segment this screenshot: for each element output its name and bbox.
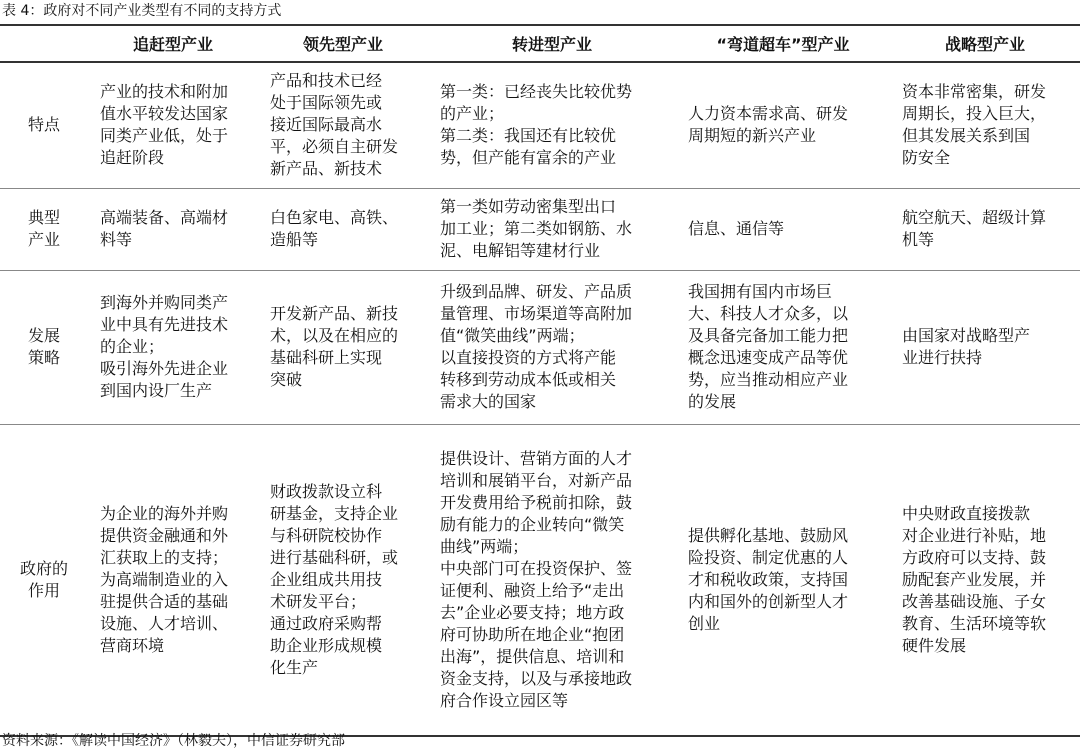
cell-line: 造船等	[270, 230, 319, 249]
row-label-line: 政府的	[19, 558, 68, 578]
header-overtaking: “弯道超车”型产业	[676, 25, 890, 62]
source-note: 资料来源：《解读中国经济》（林毅夫），中信证券研究部	[2, 733, 345, 749]
cell-line: 吸引海外先进企业	[100, 359, 229, 378]
row-label-line: 发展	[27, 326, 60, 345]
cell-strategic	[890, 62, 1080, 188]
cell-strategic	[890, 270, 1080, 424]
cell-line: 势，但产能有富余的产业	[440, 148, 617, 168]
cell-catch-up	[88, 270, 258, 424]
cell-line: 的发展	[688, 392, 737, 411]
cell-line: 与科研院校协作	[270, 525, 383, 545]
cell-line: 机等	[902, 230, 935, 249]
cell-transition	[428, 424, 676, 736]
cell-line: 资本非常密集，研发	[902, 82, 1047, 102]
cell-line: 防安全	[902, 148, 951, 168]
cell-line: 同类产业低，处于	[100, 126, 229, 146]
cell-overtaking	[676, 188, 890, 270]
row-label	[0, 62, 88, 188]
cell-line: 平，必须自主研发	[270, 137, 399, 157]
cell-line: 值“微笑曲线”两端；	[440, 326, 585, 345]
cell-line: 处于国际领先或	[270, 93, 383, 113]
cell-line: 设施、人才培训、	[100, 613, 229, 633]
cell-line: 但其发展关系到国	[902, 126, 1031, 146]
cell-line: 提供孵化基地、鼓励风	[688, 525, 849, 545]
cell-line: 培训和展销平台，对新产品	[440, 470, 633, 490]
cell-line: 第一类：已经丧失比较优势	[440, 82, 633, 102]
cell-leading	[258, 188, 428, 270]
cell-line: 大、科技人才众多，以	[688, 304, 849, 323]
cell-line: 中央部门可在投资保护、签	[440, 558, 633, 578]
table-caption: 表 4：政府对不同产业类型有不同的支持方式	[2, 3, 282, 19]
row-strategy	[0, 270, 1080, 424]
cell-line: 助企业形成规模	[270, 635, 383, 655]
cell-leading	[258, 424, 428, 736]
cell-catch-up	[88, 188, 258, 270]
cell-line: 到海外并购同类产	[100, 293, 229, 312]
cell-line: 产业的技术和附加	[100, 82, 229, 102]
cell-line: 才和税收政策，支持国	[688, 569, 849, 589]
header-transition: 转进型产业	[428, 25, 676, 62]
cell-line: 汇获取上的支持；	[100, 547, 229, 567]
row-label-line: 特点	[27, 115, 60, 135]
cell-line: 我国拥有国内市场巨	[688, 282, 833, 301]
cell-catch-up	[88, 62, 258, 188]
row-label-line: 典型	[27, 208, 60, 227]
cell-line: 术，以及在相应的	[270, 326, 399, 345]
cell-line: 业中具有先进技术	[100, 315, 229, 334]
cell-line: 财政拨款设立科	[270, 481, 383, 501]
cell-line: 基础科研上实现	[270, 348, 383, 367]
cell-line: 改善基础设施、子女	[902, 591, 1047, 611]
cell-line: 为高端制造业的入	[100, 569, 229, 589]
cell-line: 励配套产业发展，并	[902, 569, 1047, 589]
cell-line: 业进行扶持	[902, 348, 983, 367]
cell-line: 对企业进行补贴，地	[902, 525, 1047, 545]
row-typical-industries	[0, 188, 1080, 270]
row-characteristics	[0, 62, 1080, 188]
cell-strategic	[890, 188, 1080, 270]
cell-line: 由国家对战略型产	[902, 326, 1031, 345]
cell-line: 第二类：我国还有比较优	[440, 126, 617, 146]
cell-line: 突破	[270, 370, 303, 389]
cell-line: 方政府可以支持、鼓	[902, 547, 1047, 567]
cell-catch-up	[88, 424, 258, 736]
cell-leading	[258, 62, 428, 188]
cell-line: 值水平较发达国家	[100, 104, 229, 124]
header-corner	[0, 25, 88, 62]
cell-line: 府可协助所在地企业“抱团	[440, 624, 625, 644]
cell-line: 提供设计、营销方面的人才	[440, 448, 633, 468]
cell-line: 出海”，提供信息、培训和	[440, 646, 625, 666]
cell-line: 企业组成共用技	[270, 569, 383, 589]
cell-line: 曲线”两端；	[440, 536, 529, 556]
row-label-line: 作用	[27, 580, 60, 600]
row-label-line: 产业	[27, 230, 60, 249]
row-label	[0, 188, 88, 270]
cell-line: 产品和技术已经	[270, 71, 383, 91]
cell-line: 励有能力的企业转向“微笑	[440, 514, 625, 534]
header-leading: 领先型产业	[258, 25, 428, 62]
cell-line: 人力资本需求高、研发	[688, 104, 849, 124]
cell-line: 周期短的新兴产业	[688, 126, 817, 146]
cell-line: 升级到品牌、研发、产品质	[440, 282, 633, 301]
cell-line: 及具备完备加工能力把	[688, 326, 849, 345]
cell-line: 信息、通信等	[688, 219, 785, 238]
cell-line: 硬件发展	[902, 635, 967, 655]
cell-line: 化生产	[270, 657, 319, 677]
cell-line: 教育、生活环境等软	[902, 613, 1047, 633]
row-government-role	[0, 424, 1080, 736]
cell-line: 高端装备、高端材	[100, 208, 229, 227]
cell-line: 开发费用给予税前扣除，鼓	[440, 492, 633, 512]
cell-line: 料等	[100, 230, 133, 249]
support-table	[0, 24, 1080, 737]
cell-line: 营商环境	[100, 635, 165, 655]
cell-line: 为企业的海外并购	[100, 503, 229, 523]
cell-line: 新产品、新技术	[270, 159, 383, 179]
cell-line: 到国内设厂生产	[100, 381, 213, 400]
cell-strategic	[890, 424, 1080, 736]
cell-line: 接近国际最高水	[270, 115, 383, 135]
cell-overtaking	[676, 62, 890, 188]
cell-line: 资金支持，以及与承接地政	[440, 668, 633, 688]
cell-line: 中央财政直接拨款	[902, 503, 1031, 523]
cell-line: 府合作设立园区等	[440, 690, 569, 710]
cell-line: 去”企业必要支持；地方政	[440, 602, 625, 622]
cell-line: 开发新产品、新技	[270, 304, 399, 323]
row-label	[0, 270, 88, 424]
cell-line: 的产业；	[440, 104, 505, 124]
cell-line: 泥、电解铝等建材行业	[440, 241, 601, 260]
cell-line: 进行基础科研，或	[270, 547, 399, 567]
cell-line: 周期长，投入巨大，	[902, 104, 1047, 124]
cell-line: 提供资金融通和外	[100, 525, 229, 545]
row-label	[0, 424, 88, 736]
cell-line: 概念迅速变成产品等优	[688, 348, 849, 367]
cell-line: 追赶阶段	[100, 148, 165, 168]
cell-transition	[428, 270, 676, 424]
cell-line: 通过政府采购帮	[270, 613, 383, 633]
cell-leading	[258, 270, 428, 424]
cell-transition	[428, 62, 676, 188]
cell-line: 加工业；第二类如钢筋、水	[440, 219, 633, 238]
cell-line: 量管理、市场渠道等高附加	[440, 304, 633, 323]
cell-line: 以直接投资的方式将产能	[440, 348, 617, 367]
header-catch-up: 追赶型产业	[88, 25, 258, 62]
cell-line: 势，应当推动相应产业	[688, 370, 849, 389]
cell-line: 险投资、制定优惠的人	[688, 547, 849, 567]
cell-line: 证便利、融资上给予“走出	[440, 580, 625, 600]
cell-line: 术研发平台；	[270, 591, 367, 611]
cell-line: 内和国外的创新型人才	[688, 591, 849, 611]
cell-line: 转移到劳动成本低或相关	[440, 370, 617, 389]
cell-line: 创业	[688, 613, 721, 633]
row-label-line: 策略	[27, 348, 60, 367]
cell-line: 第一类如劳动密集型出口	[440, 197, 617, 216]
header-row	[0, 25, 1080, 62]
cell-line: 研基金，支持企业	[270, 503, 399, 523]
cell-line: 的企业；	[100, 337, 165, 356]
cell-line: 需求大的国家	[440, 392, 537, 411]
header-strategic: 战略型产业	[890, 25, 1080, 62]
cell-overtaking	[676, 424, 890, 736]
cell-line: 航空航天、超级计算	[902, 208, 1047, 227]
cell-transition	[428, 188, 676, 270]
cell-line: 白色家电、高铁、	[270, 208, 399, 227]
cell-overtaking	[676, 270, 890, 424]
cell-line: 驻提供合适的基础	[100, 591, 229, 611]
